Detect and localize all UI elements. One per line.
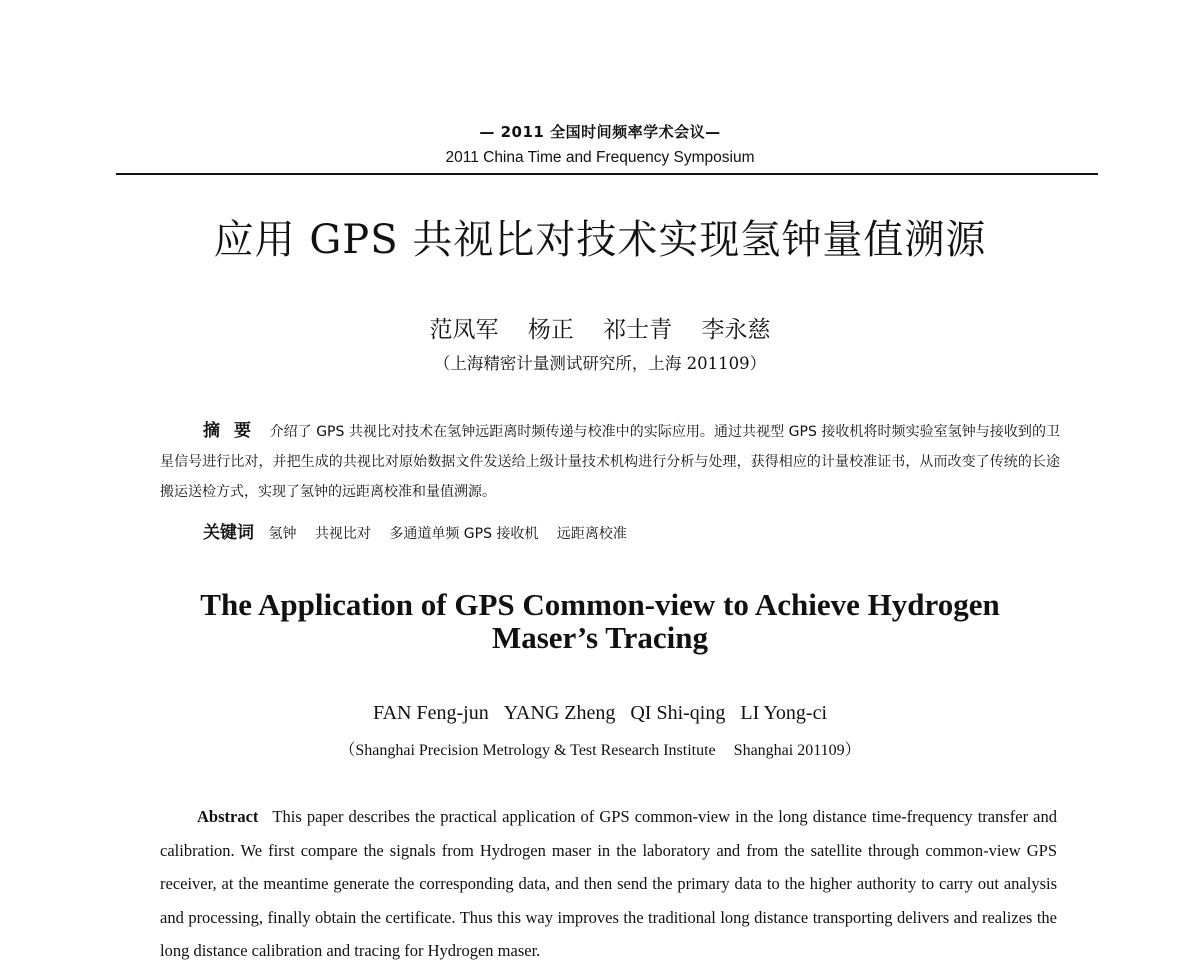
abstract-cn-label: 摘要 — [203, 421, 266, 441]
author-en: LI Yong-ci — [740, 702, 828, 724]
header-rule — [116, 173, 1098, 175]
affiliation-en-institute: （Shanghai Precision Metrology & Test Research Institute — [339, 742, 716, 759]
conference-header-cn: — 2011 全国时间频率学术会议— — [479, 123, 721, 141]
paper-title-cn: 应用 GPS 共视比对技术实现氢钟量值溯源 — [213, 217, 987, 263]
keyword-cn: 远距离校准 — [556, 526, 627, 542]
paper-title-en-line2: Maser’s Tracing — [491, 620, 709, 655]
author-en: YANG Zheng — [503, 702, 616, 724]
abstract-en — [160, 800, 1057, 968]
abstract-cn-text: 介绍了 GPS 共视比对技术在氢钟远距离时频传递与校准中的实际应用。通过共视型 GPS 接收机将时频实验室氢钟与接收到的卫星信号进行比对，并把生成的共视比对原始数据文件发送给上级计量技术机构进行分析与处理，获得相应的计量校准证书，从而改变了传统的长途搬运送检方式，实现了氢钟的远距离校准和量值溯源。 — [160, 424, 1061, 500]
author-en: FAN Feng-jun — [372, 702, 489, 724]
abstract-cn — [160, 416, 1060, 507]
authors-cn — [0, 311, 1200, 344]
keyword-cn: 多通道单频 GPS 接收机 — [389, 526, 539, 542]
affiliation-en — [0, 737, 1200, 760]
paper-title-en — [0, 588, 1200, 654]
keywords-cn — [203, 518, 641, 543]
author-en: QI Shi-qing — [630, 702, 726, 724]
keyword-cn: 共视比对 — [314, 526, 371, 542]
paper-title-en-line1: The Application of GPS Common-view to Achieve Hydrogen — [200, 587, 1000, 622]
abstract-en-label: Abstract — [197, 807, 259, 826]
keyword-cn: 氢钟 — [268, 526, 297, 542]
keywords-cn-label: 关键词 — [203, 523, 254, 543]
conference-header-en: 2011 China Time and Frequency Symposium — [445, 149, 755, 166]
author-cn: 杨正 — [527, 317, 574, 343]
author-cn: 范凤军 — [429, 317, 499, 343]
authors-en — [0, 702, 1200, 725]
affiliation-en-city: Shanghai 201109） — [733, 742, 861, 759]
abstract-en-text: This paper describes the practical application of GPS common-view in the long distance time-frequency transfer and calibration. We first compare the signals from Hydrogen maser in the laboratory and from the satellite through common-view GPS receiver, at the meantime generate the corresponding data, and then send the primary data to the higher authority to carry out analysis and processing, finally obtain the certificate. Thus this way improves the traditional long distance transporting delivers and realizes the long distance calibration and tracing for Hydrogen maser. — [160, 807, 1057, 960]
author-cn: 李永慈 — [701, 317, 771, 343]
affiliation-cn: （上海精密计量测试研究所，上海 201109） — [433, 354, 767, 373]
author-cn: 祁士青 — [603, 317, 673, 343]
